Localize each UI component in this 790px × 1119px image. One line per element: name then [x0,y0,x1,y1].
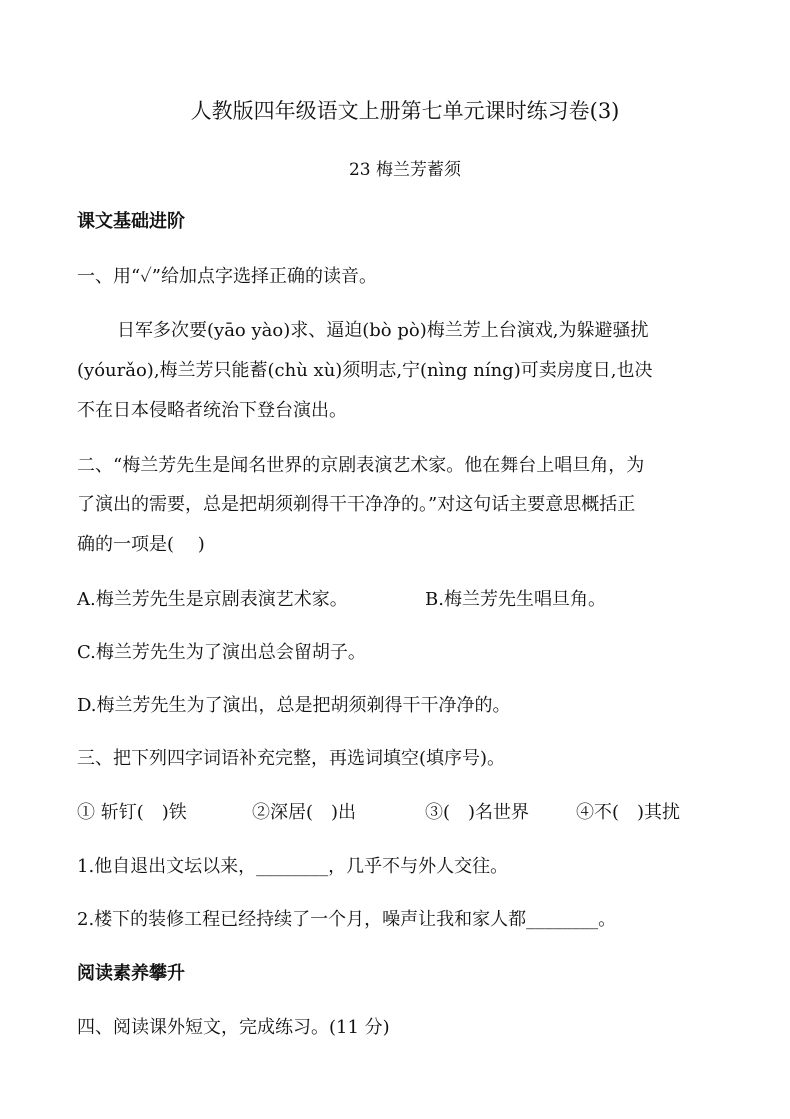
page-title: 人教版四年级语文上册第七单元课时练习卷(3) [190,99,620,123]
question-2-prompt-line-3: 确的一项是( ) [77,534,205,555]
question-3-blank-2: 2.楼下的装修工程已经持续了一个月，噪声让我和家人都________。 [77,909,617,930]
question-3-blank-1: 1.他自退出文坛以来，________，几乎不与外人交往。 [77,856,509,877]
lesson-subtitle: 23 梅兰芳蓄须 [348,160,462,180]
question-3-word-2: ②深居( )出 [252,802,357,823]
question-3-word-1: ① 斩钉( )铁 [77,802,187,823]
question-2-prompt-line-2: 了演出的需要，总是把胡须剃得干干净净的。”对这句话主要意思概括正 [77,494,636,515]
question-1-passage-line-2: (yóurǎo),梅兰芳只能蓄(chù xù)须明志,宁(nìng níng)可卖房度日,也决 [77,360,653,381]
question-1-prompt: 一、用“✓”给加点字选择正确的读音。 [77,266,378,287]
section-heading-basics: 课文基础进阶 [77,211,185,232]
question-2-option-c: C.梅兰芳先生为了演出总会留胡子。 [77,642,366,663]
question-2-option-b: B.梅兰芳先生唱旦角。 [425,589,606,610]
question-1-passage-line-3: 不在日本侵略者统治下登台演出。 [77,400,347,421]
question-1-passage-line-1: 日军多次要(yāo yào)求、逼迫(bò pò)梅兰芳上台演戏,为躲避骚扰 [117,320,649,341]
question-2-option-a: A.梅兰芳先生是京剧表演艺术家。 [77,589,348,610]
question-2-prompt-line-1: 二、“梅兰芳先生是闻名世界的京剧表演艺术家。他在舞台上唱旦角，为 [77,455,645,476]
question-3-word-4: ④不( )其扰 [576,802,681,823]
section-heading-reading: 阅读素养攀升 [77,963,185,984]
question-4-prompt: 四、阅读课外短文，完成练习。(11 分) [77,1017,390,1038]
question-3-prompt: 三、把下列四字词语补充完整，再选词填空(填序号)。 [77,748,506,769]
question-2-option-d: D.梅兰芳先生为了演出，总是把胡须剃得干干净净的。 [77,695,511,716]
question-3-word-3: ③( )名世界 [425,802,530,823]
